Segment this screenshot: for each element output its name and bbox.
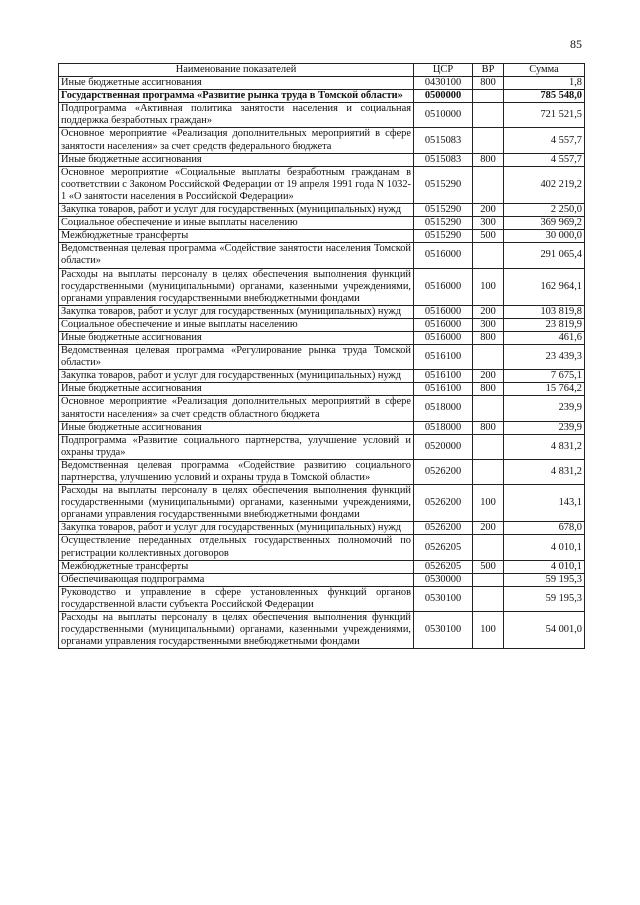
header-name: Наименование показателей	[59, 64, 414, 77]
header-vr: ВР	[473, 64, 504, 77]
row-sum: 239,9	[504, 421, 585, 434]
row-name: Подпрограмма «Развитие социального партнерства, улучшение условий и охраны труда»	[59, 434, 414, 459]
table-row	[59, 612, 585, 649]
budget-table	[58, 63, 585, 649]
row-sum: 4 831,2	[504, 434, 585, 459]
table-row	[59, 305, 585, 318]
row-code: 0516000	[414, 305, 473, 318]
table-row	[59, 204, 585, 217]
table-row	[59, 230, 585, 243]
row-name: Ведомственная целевая программа «Содействие развитию социального партнерства, улучшению условий и охраны труда в Томской области»	[59, 459, 414, 484]
row-vr: 800	[473, 331, 504, 344]
row-code: 0515290	[414, 166, 473, 203]
table-row	[59, 586, 585, 611]
row-sum: 369 969,2	[504, 217, 585, 230]
row-code: 0526205	[414, 535, 473, 560]
row-vr: 100	[473, 612, 504, 649]
row-code: 0430100	[414, 77, 473, 90]
row-vr: 200	[473, 204, 504, 217]
table-header-row	[59, 64, 585, 77]
row-vr	[473, 586, 504, 611]
table-row	[59, 434, 585, 459]
row-code: 0515083	[414, 128, 473, 153]
row-sum: 1,8	[504, 77, 585, 90]
row-sum: 402 219,2	[504, 166, 585, 203]
row-sum: 785 548,0	[504, 90, 585, 103]
row-code: 0516100	[414, 345, 473, 370]
row-name: Социальное обеспечение и иные выплаты населению	[59, 217, 414, 230]
table-row	[59, 560, 585, 573]
row-sum: 721 521,5	[504, 103, 585, 128]
table-row	[59, 217, 585, 230]
row-sum: 461,6	[504, 331, 585, 344]
table-row	[59, 243, 585, 268]
row-code: 0510000	[414, 103, 473, 128]
page-number: 85	[570, 37, 582, 51]
table-row	[59, 370, 585, 383]
row-code: 0518000	[414, 396, 473, 421]
row-name: Осуществление переданных отдельных государственных полномочий по регистрации коллективных договоров	[59, 535, 414, 560]
row-name: Ведомственная целевая программа «Регулирование рынка труда Томской области»	[59, 345, 414, 370]
row-code: 0516000	[414, 318, 473, 331]
row-name: Государственная программа «Развитие рынка труда в Томской области»	[59, 90, 414, 103]
row-code: 0516100	[414, 370, 473, 383]
row-sum: 23 819,9	[504, 318, 585, 331]
row-code: 0518000	[414, 421, 473, 434]
row-vr: 500	[473, 560, 504, 573]
row-name: Обеспечивающая подпрограмма	[59, 573, 414, 586]
row-code: 0516100	[414, 383, 473, 396]
row-code: 0530000	[414, 573, 473, 586]
row-name: Межбюджетные трансферты	[59, 560, 414, 573]
row-sum: 59 195,3	[504, 573, 585, 586]
table-row	[59, 396, 585, 421]
row-name: Ведомственная целевая программа «Содействие занятости населения Томской области»	[59, 243, 414, 268]
row-code: 0515083	[414, 153, 473, 166]
table-row	[59, 485, 585, 522]
row-vr: 200	[473, 522, 504, 535]
row-code: 0526200	[414, 485, 473, 522]
row-sum: 30 000,0	[504, 230, 585, 243]
row-code: 0515290	[414, 217, 473, 230]
row-name: Иные бюджетные ассигнования	[59, 331, 414, 344]
table-row	[59, 535, 585, 560]
table-row	[59, 383, 585, 396]
table-row	[59, 421, 585, 434]
row-sum: 143,1	[504, 485, 585, 522]
row-vr: 500	[473, 230, 504, 243]
row-code: 0516000	[414, 331, 473, 344]
row-vr: 800	[473, 421, 504, 434]
table-row	[59, 522, 585, 535]
row-sum: 678,0	[504, 522, 585, 535]
table-row	[59, 573, 585, 586]
row-vr: 800	[473, 77, 504, 90]
row-sum: 2 250,0	[504, 204, 585, 217]
row-code: 0500000	[414, 90, 473, 103]
row-sum: 162 964,1	[504, 268, 585, 305]
row-vr	[473, 396, 504, 421]
row-code: 0520000	[414, 434, 473, 459]
row-sum: 15 764,2	[504, 383, 585, 396]
row-name: Подпрограмма «Активная политика занятости населения и социальная поддержка безработных граждан»	[59, 103, 414, 128]
row-sum: 7 675,1	[504, 370, 585, 383]
row-vr: 300	[473, 217, 504, 230]
row-code: 0530100	[414, 612, 473, 649]
row-vr: 200	[473, 305, 504, 318]
row-sum: 4 010,1	[504, 535, 585, 560]
table-row	[59, 345, 585, 370]
table-row	[59, 166, 585, 203]
row-name: Иные бюджетные ассигнования	[59, 383, 414, 396]
row-name: Расходы на выплаты персоналу в целях обеспечения выполнения функций государственными (муниципальными) органами, казенными учреждениями, органами управления государственными внебюджетными фондами	[59, 268, 414, 305]
row-vr: 800	[473, 153, 504, 166]
row-name: Закупка товаров, работ и услуг для государственных (муниципальных) нужд	[59, 305, 414, 318]
row-name: Расходы на выплаты персоналу в целях обеспечения выполнения функций государственными (муниципальными) органами, казенными учреждениями, органами управления государственными внебюджетными фондами	[59, 485, 414, 522]
row-code: 0515290	[414, 204, 473, 217]
row-name: Расходы на выплаты персоналу в целях обеспечения выполнения функций государственными (муниципальными) органами, казенными учреждениями, органами управления государственными внебюджетными фондами	[59, 612, 414, 649]
row-sum: 239,9	[504, 396, 585, 421]
row-vr	[473, 345, 504, 370]
row-code: 0530100	[414, 586, 473, 611]
row-sum: 4 557,7	[504, 153, 585, 166]
row-sum: 54 001,0	[504, 612, 585, 649]
row-sum: 23 439,3	[504, 345, 585, 370]
row-code: 0515290	[414, 230, 473, 243]
row-code: 0516000	[414, 243, 473, 268]
row-code: 0516000	[414, 268, 473, 305]
row-vr: 100	[473, 268, 504, 305]
row-vr	[473, 166, 504, 203]
row-vr	[473, 434, 504, 459]
row-name: Руководство и управление в сфере установленных функций органов государственной власти субъекта Российской Федерации	[59, 586, 414, 611]
row-name: Закупка товаров, работ и услуг для государственных (муниципальных) нужд	[59, 522, 414, 535]
header-code: ЦСР	[414, 64, 473, 77]
row-name: Социальное обеспечение и иные выплаты населению	[59, 318, 414, 331]
row-name: Иные бюджетные ассигнования	[59, 421, 414, 434]
row-sum: 103 819,8	[504, 305, 585, 318]
table-row	[59, 318, 585, 331]
row-sum: 291 065,4	[504, 243, 585, 268]
table-row	[59, 128, 585, 153]
table-row	[59, 268, 585, 305]
row-vr: 100	[473, 485, 504, 522]
row-code: 0526200	[414, 459, 473, 484]
row-vr	[473, 90, 504, 103]
row-name: Иные бюджетные ассигнования	[59, 77, 414, 90]
row-vr	[473, 535, 504, 560]
table-row	[59, 331, 585, 344]
table-row	[59, 459, 585, 484]
row-vr	[473, 459, 504, 484]
row-vr	[473, 128, 504, 153]
row-name: Основное мероприятие «Реализация дополнительных мероприятий в сфере занятости населения» за счет средств федерального бюджета	[59, 128, 414, 153]
row-code: 0526205	[414, 560, 473, 573]
row-vr	[473, 243, 504, 268]
row-vr: 200	[473, 370, 504, 383]
table-row	[59, 153, 585, 166]
row-name: Закупка товаров, работ и услуг для государственных (муниципальных) нужд	[59, 204, 414, 217]
row-code: 0526200	[414, 522, 473, 535]
table-row	[59, 90, 585, 103]
row-vr	[473, 573, 504, 586]
row-name: Межбюджетные трансферты	[59, 230, 414, 243]
row-vr	[473, 103, 504, 128]
row-vr: 800	[473, 383, 504, 396]
row-vr: 300	[473, 318, 504, 331]
row-name: Иные бюджетные ассигнования	[59, 153, 414, 166]
row-name: Закупка товаров, работ и услуг для государственных (муниципальных) нужд	[59, 370, 414, 383]
table-row	[59, 77, 585, 90]
row-sum: 4 831,2	[504, 459, 585, 484]
row-sum: 59 195,3	[504, 586, 585, 611]
row-name: Основное мероприятие «Реализация дополнительных мероприятий в сфере занятости населения» за счет средств областного бюджета	[59, 396, 414, 421]
row-sum: 4 557,7	[504, 128, 585, 153]
row-name: Основное мероприятие «Социальные выплаты безработным гражданам в соответствии с Законом Российской Федерации от 19 апреля 1991 года N 1032-1 «О занятости населения в Российской Федерации»	[59, 166, 414, 203]
header-sum: Сумма	[504, 64, 585, 77]
table-row	[59, 103, 585, 128]
row-sum: 4 010,1	[504, 560, 585, 573]
